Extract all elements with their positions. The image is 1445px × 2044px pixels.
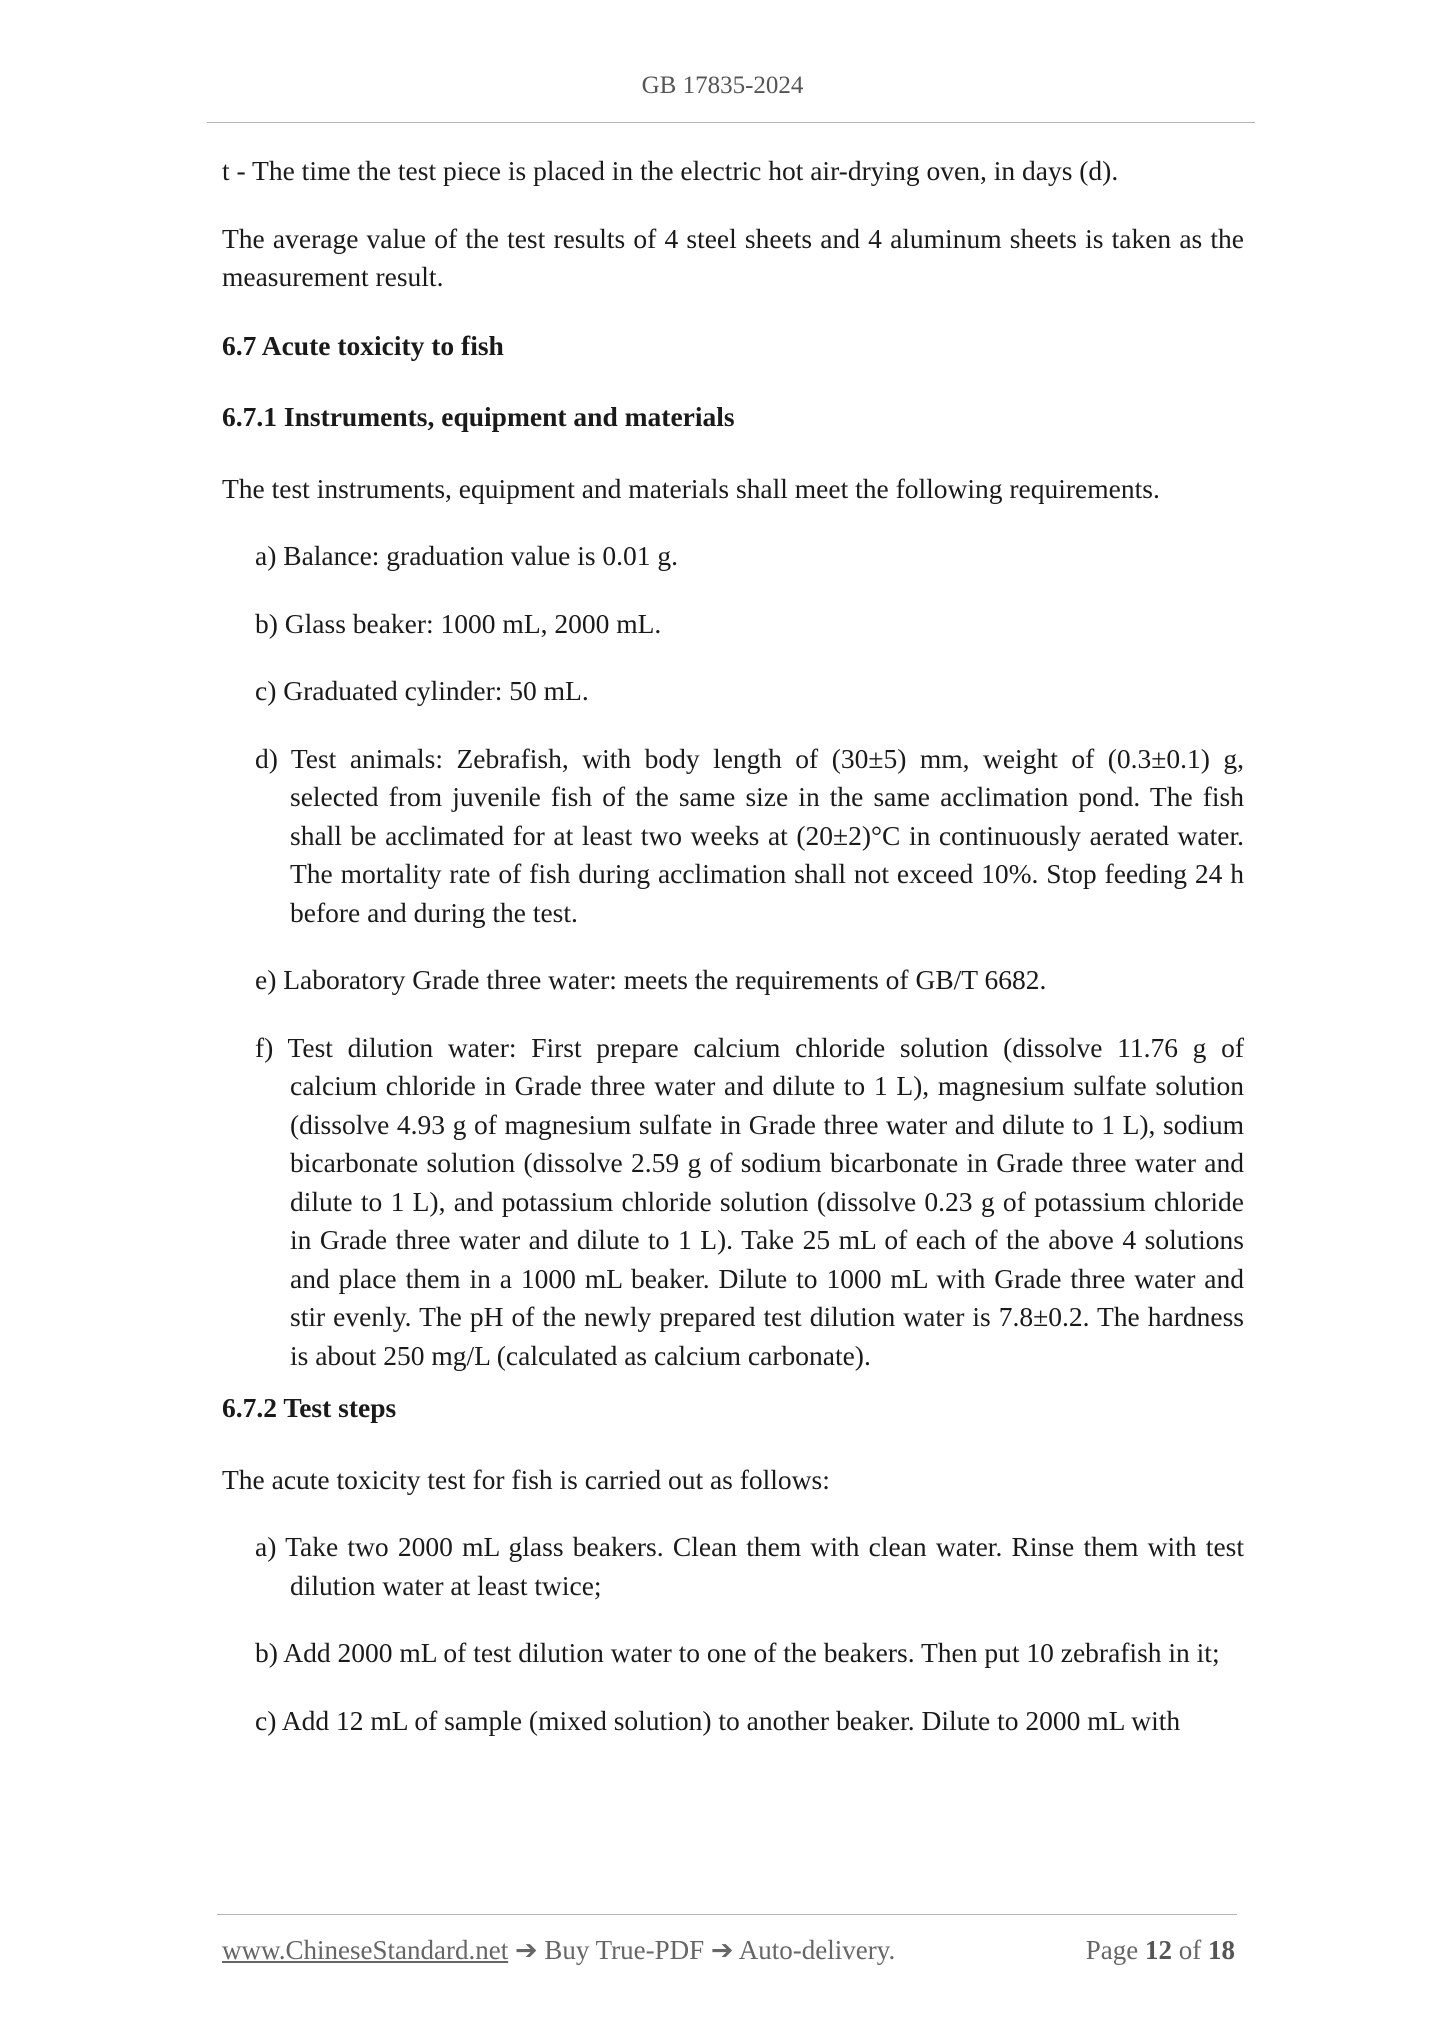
- of-label: of: [1178, 1935, 1202, 1965]
- footer-divider: [217, 1914, 1237, 1915]
- page-indicator: [1086, 1935, 1235, 1966]
- arrow-right-icon: ➔: [514, 1935, 538, 1965]
- paragraph-average-result: The average value of the test results of 4 steel sheets and 4 aluminum sheets is taken as the measurement result.: [222, 222, 1244, 292]
- list-item-test-animals: d) Test animals: Zebrafish, with body length of (30±5) mm, weight of (0.3±0.1) g, selected from juvenile fish of the same size in the same acclimation pond. The fish shall be acclimated for at least two weeks at (20±2)°C in continuously aerated water. The mortality rate of fish during acclimation shall not exceed 10%. Stop feeding 24 h before and during the test.: [255, 742, 1244, 928]
- list-item-graduated-cylinder: c) Graduated cylinder: 50 mL.: [255, 675, 589, 706]
- arrow-right-icon: ➔: [710, 1935, 734, 1965]
- paragraph-test-steps-intro: The acute toxicity test for fish is carried out as follows:: [222, 1463, 830, 1495]
- current-page-number: 12: [1145, 1935, 1172, 1965]
- page-footer: [222, 1935, 1235, 1975]
- list-item-glass-beaker: b) Glass beaker: 1000 mL, 2000 mL.: [255, 607, 662, 639]
- list-item-step-b: b) Add 2000 mL of test dilution water to one of the beakers. Then put 10 zebrafish in it;: [255, 1637, 1220, 1668]
- list-item-step-a: a) Take two 2000 mL glass beakers. Clean them with clean water. Rinse them with test dilution water at least twice;: [255, 1531, 1244, 1601]
- document-body: [222, 152, 1244, 1769]
- total-page-number: 18: [1208, 1935, 1235, 1965]
- section-heading-6-7: 6.7 Acute toxicity to fish: [222, 329, 504, 361]
- page-label: Page: [1085, 1935, 1139, 1965]
- paragraph-time-definition: t - The time the test piece is placed in the electric hot air-drying oven, in days (d).: [222, 155, 1119, 186]
- auto-delivery-text: Auto-delivery.: [738, 1935, 896, 1965]
- document-header-title: GB 17835-2024: [641, 72, 804, 99]
- footer-promo: [222, 1935, 895, 1966]
- list-item-step-c: c) Add 12 mL of sample (mixed solution) to another beaker. Dilute to 2000 mL with: [255, 1704, 1181, 1736]
- list-item-test-dilution-water: f) Test dilution water: First prepare calcium chloride solution (dissolve 11.76 g of calcium chloride in Grade three water and dilute to 1 L), magnesium sulfate solution (dissolve 4.93 g of magnesium sulfate in Grade three water and dilute to 1 L), sodium bicarbonate solution (dissolve 2.59 g of sodium bicarbonate in Grade three water and dilute to 1 L), and potassium chloride solution (dissolve 0.23 g of potassium chloride in Grade three water and dilute to 1 L). Take 25 mL of each of the above 4 solutions and place them in a 1000 mL beaker. Dilute to 1000 mL with Grade three water and stir evenly. The pH of the newly prepared test dilution water is 7.8±0.2. The hardness is about 250 mg/L (calculated as calcium carbonate).: [255, 1031, 1244, 1371]
- buy-true-pdf-text: Buy True-PDF: [544, 1935, 705, 1965]
- chinesestandard-link[interactable]: www.ChineseStandard.net: [222, 1935, 509, 1965]
- section-heading-6-7-2: 6.7.2 Test steps: [222, 1392, 397, 1423]
- header-divider: [207, 122, 1255, 123]
- list-item-grade-three-water: e) Laboratory Grade three water: meets the requirements of GB/T 6682.: [255, 964, 1047, 995]
- list-item-balance: a) Balance: graduation value is 0.01 g.: [255, 540, 679, 571]
- paragraph-requirements-intro: The test instruments, equipment and materials shall meet the following requirements.: [222, 472, 1160, 504]
- section-heading-6-7-1: 6.7.1 Instruments, equipment and materials: [222, 401, 735, 432]
